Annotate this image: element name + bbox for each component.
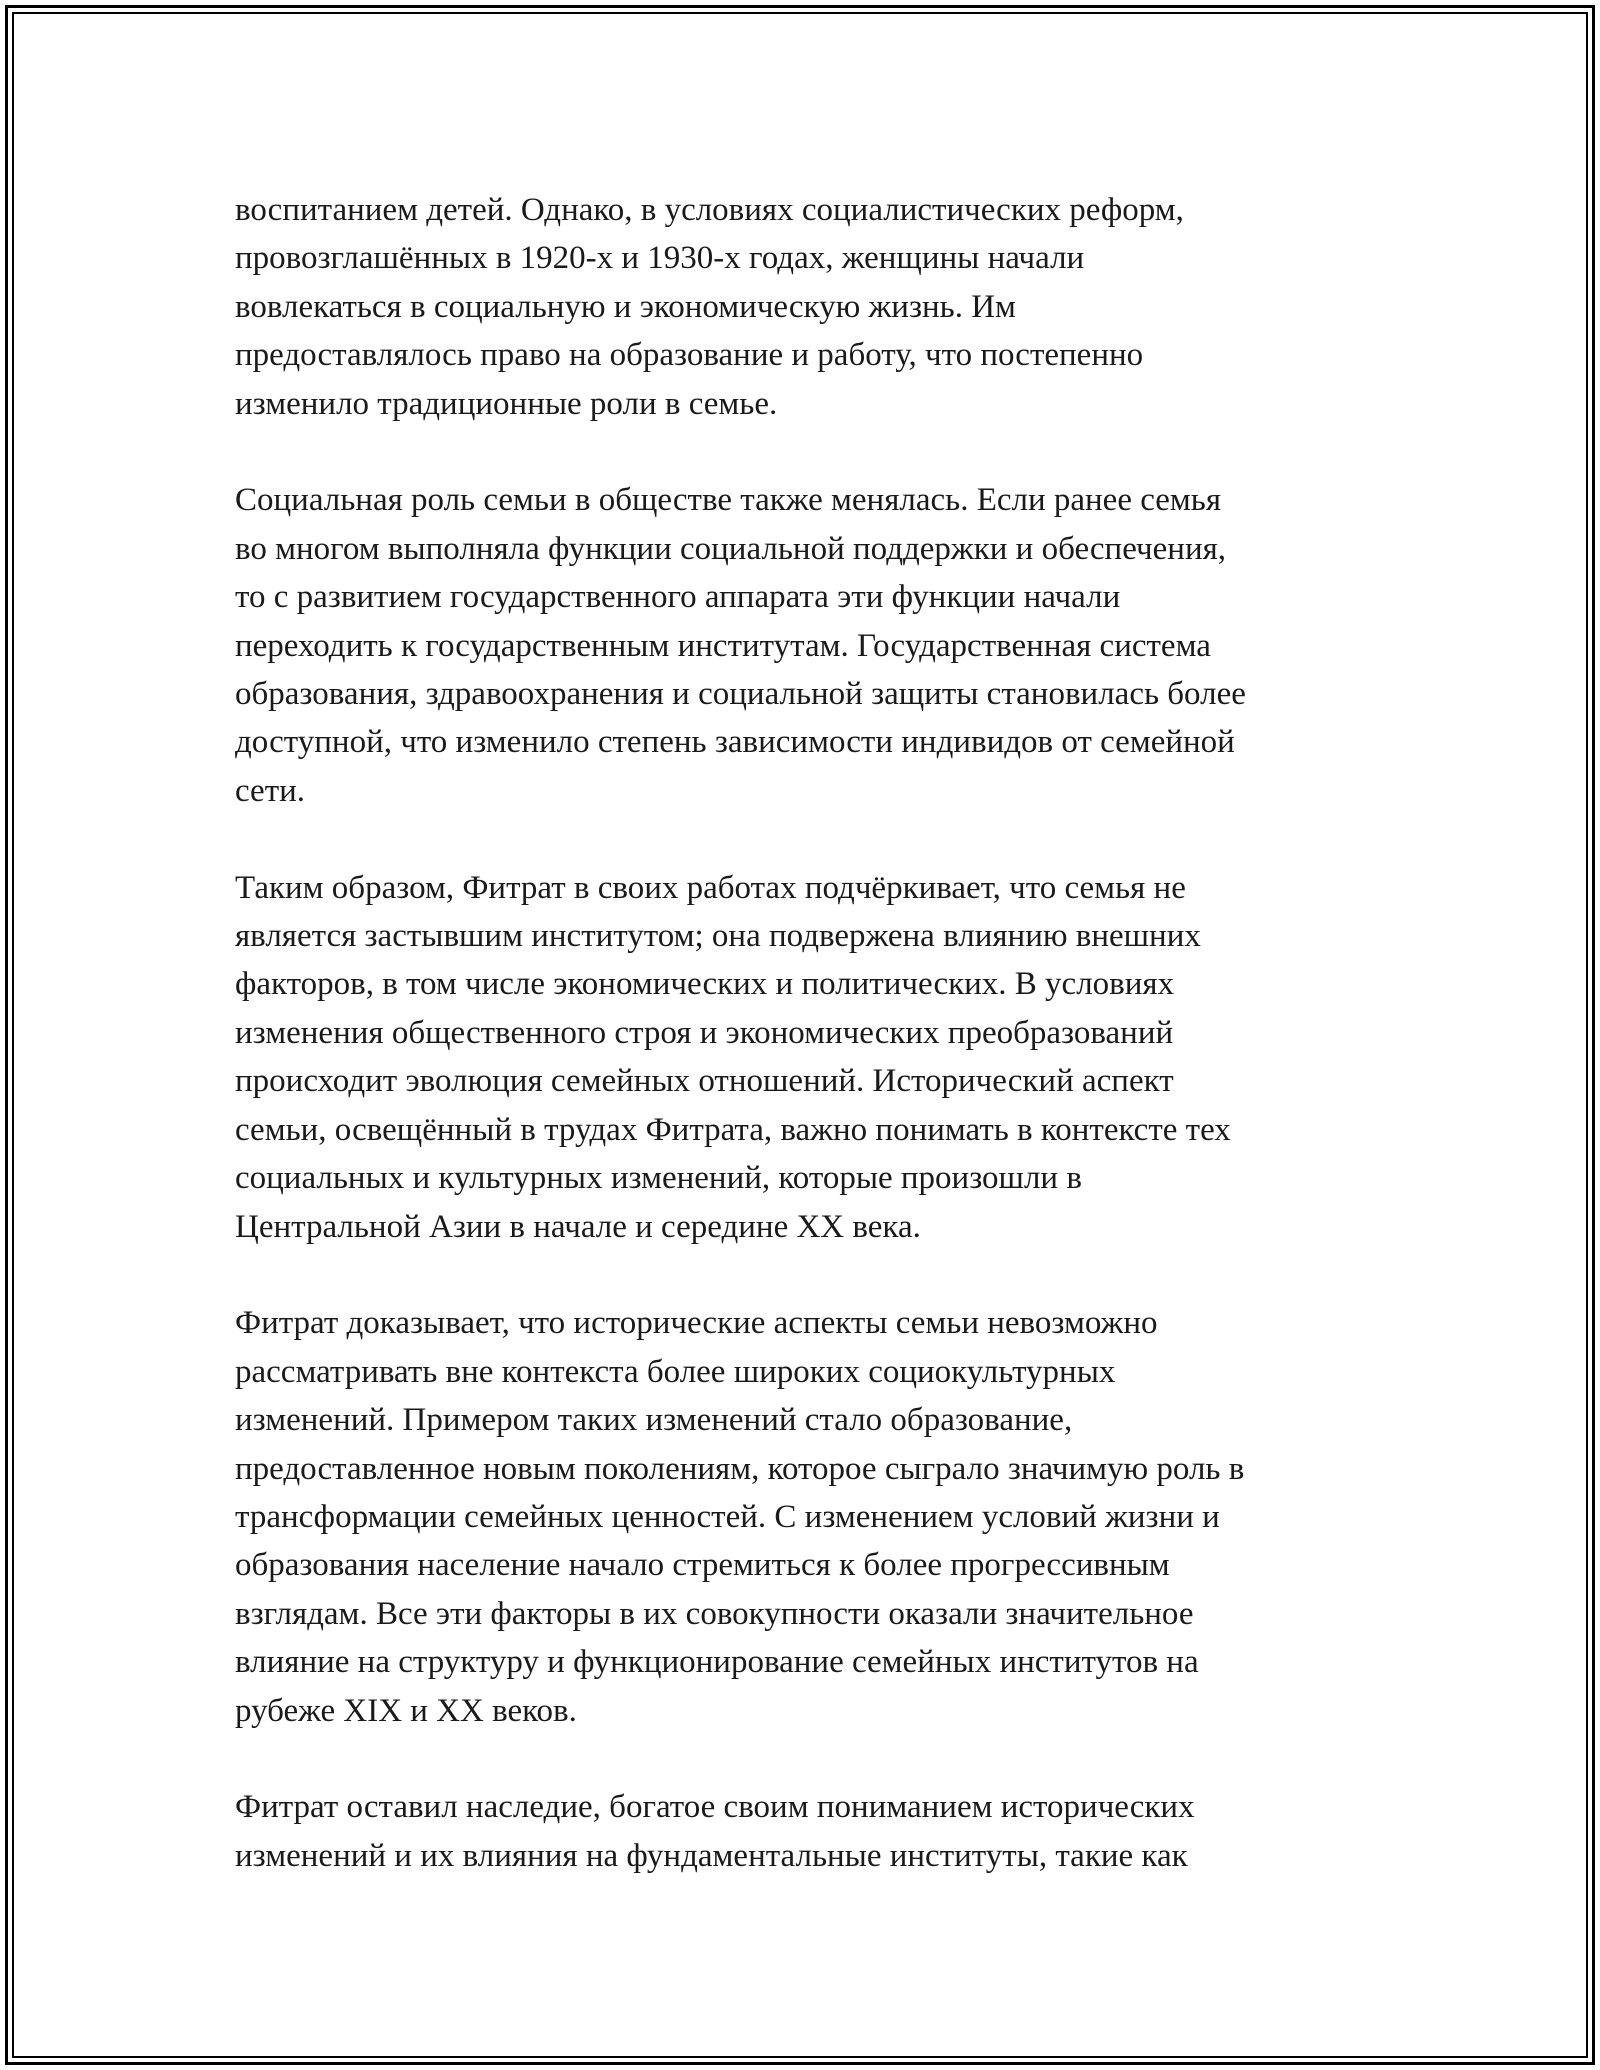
paragraph-fitrat-institution: Таким образом, Фитрат в своих работах подчёркивает, что семья не является застывшим институтом; она подвержена влиянию внешних факторов, в том числе экономических и политических. В условиях изменения общественного строя и экономических преобразований происходит эволюция семейных отношений. Исторический аспект семьи, освещённый в трудах Фитрата, важно понимать в контексте тех социальных и культурных изменений, которые произошли в Центральной Азии в начале и середине XX века.: [235, 869, 1231, 1245]
document-body: [235, 186, 1385, 1929]
paragraph-fitrat-legacy: Фитрат оставил наследие, богатое своим пониманием исторических изменений и их влияния на фундаментальные институты, такие как: [235, 1789, 1195, 1874]
paragraph-women-roles: воспитанием детей. Однако, в условиях социалистических реформ, провозглашённых в 1920-х и 1930-х годах, женщины начали вовлекаться в социальную и экономическую жизнь. Им предоставлялось право на образование и работу, что постепенно изменило традиционные роли в семье.: [235, 192, 1184, 422]
paragraph-historical-aspects: Фитрат доказывает, что исторические аспекты семьи невозможно рассматривать вне контекста более широких социокультурных изменений. Примером таких изменений стало образование, предоставленное новым поколениям, которое сыграло значимую роль в трансформации семейных ценностей. С изменением условий жизни и образования население начало стремиться к более прогрессивным взглядам. Все эти факторы в их совокупности оказали значительное влияние на структуру и функционирование семейных институтов на рубеже XIX и XX веков.: [235, 1305, 1245, 1729]
paragraph-social-role: Социальная роль семьи в обществе также менялась. Если ранее семья во многом выполняла функции социальной поддержки и обеспечения, то с развитием государственного аппарата эти функции начали переходить к государственным институтам. Государственная система образования, здравоохранения и социальной защиты становилась более доступной, что изменило степень зависимости индивидов от семейной сети.: [235, 482, 1246, 809]
